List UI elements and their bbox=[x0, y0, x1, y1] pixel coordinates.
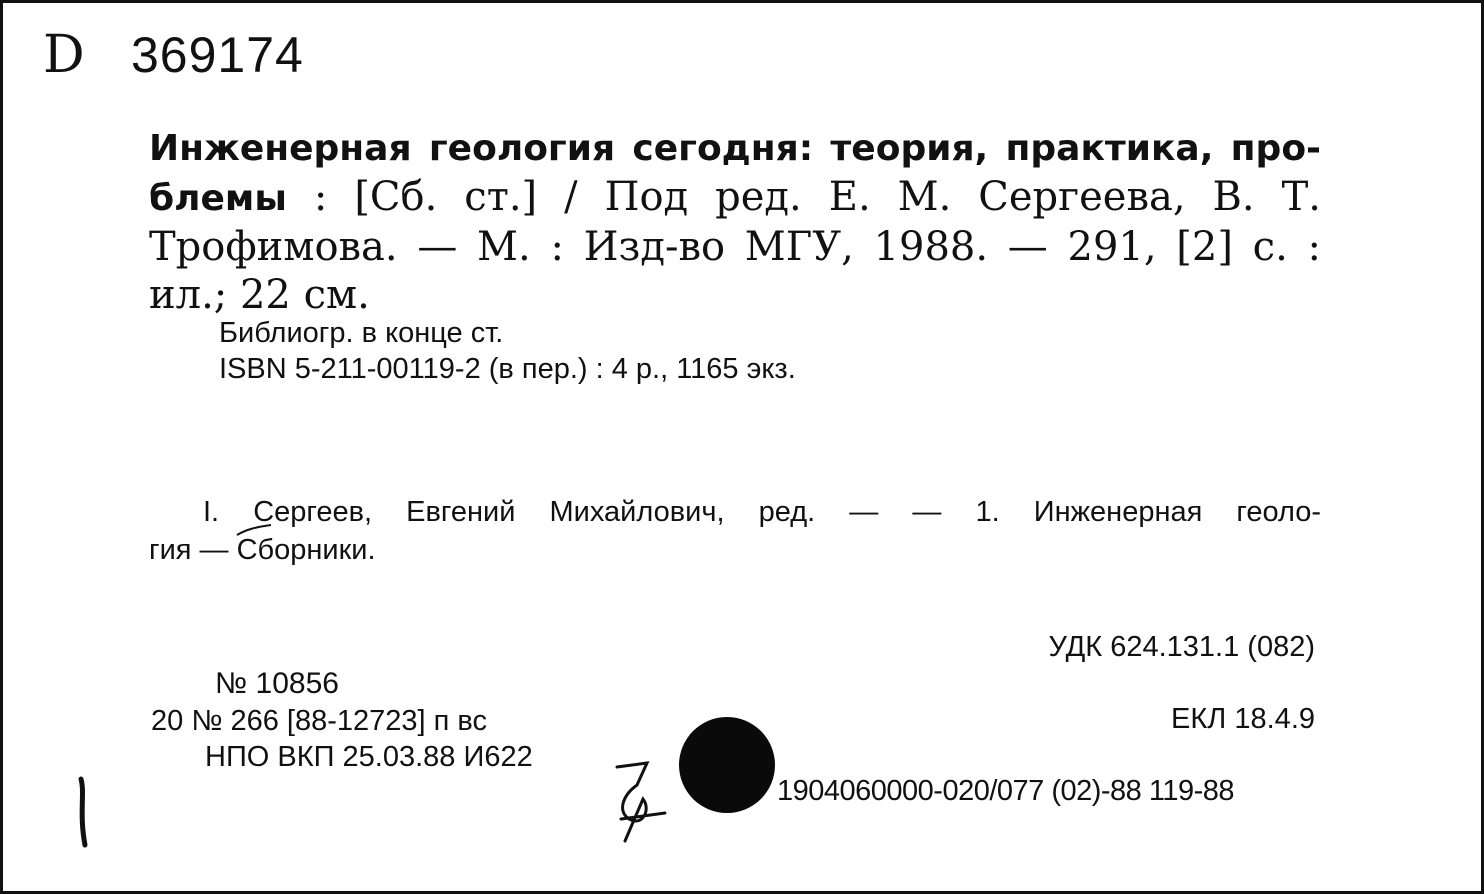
tracing-line-1: I. Сергеев, Евгений Михайлович, ред. — — 1. Инженерная геоло- bbox=[203, 496, 1321, 528]
bibliographic-entry bbox=[149, 125, 1321, 319]
shelf-mark bbox=[43, 25, 304, 85]
shelf-mark-number: 369174 bbox=[131, 27, 304, 83]
shelf-mark-letter: D bbox=[43, 25, 85, 85]
approval-line: НПО ВКП 25.03.88 И622 bbox=[205, 741, 533, 773]
order-number: № 10856 bbox=[215, 667, 339, 700]
print-line: 20 № 266 [88-12723] п вс bbox=[151, 705, 487, 737]
entry-line-2 bbox=[149, 173, 1321, 223]
stamp-dot bbox=[679, 717, 775, 813]
tracing-line-2: гия — Сборники. bbox=[149, 534, 376, 566]
bibliography-note: Библиогр. в конце ст. bbox=[219, 317, 504, 349]
entry-title-end: блемы bbox=[149, 178, 287, 219]
tracings bbox=[149, 493, 1321, 569]
ekl-code: ЕКЛ 18.4.9 bbox=[1171, 703, 1315, 735]
handwritten-mark-number bbox=[603, 755, 673, 847]
entry-line-3: Трофимова. — М. : Изд-во МГУ, 1988. — 291, [2] с. : bbox=[149, 224, 1321, 270]
notes bbox=[219, 315, 796, 387]
udc-code: УДК 624.131.1 (082) bbox=[1048, 631, 1315, 663]
entry-title: Инженерная геология сегодня: теория, практика, про- bbox=[149, 128, 1321, 169]
handwritten-underline bbox=[235, 523, 275, 539]
entry-line-2-rest: : [Сб. ст.] / Под ред. Е. М. Сергеева, В. Т. bbox=[286, 174, 1321, 220]
publication-code: 1904060000-020/077 (02)-88 119-88 bbox=[777, 775, 1235, 807]
handwritten-mark-left bbox=[63, 773, 103, 853]
isbn-note: ISBN 5-211-00119-2 (в пер.) : 4 р., 1165 экз. bbox=[219, 353, 796, 385]
entry-line-4: ил.; 22 см. bbox=[149, 272, 370, 318]
